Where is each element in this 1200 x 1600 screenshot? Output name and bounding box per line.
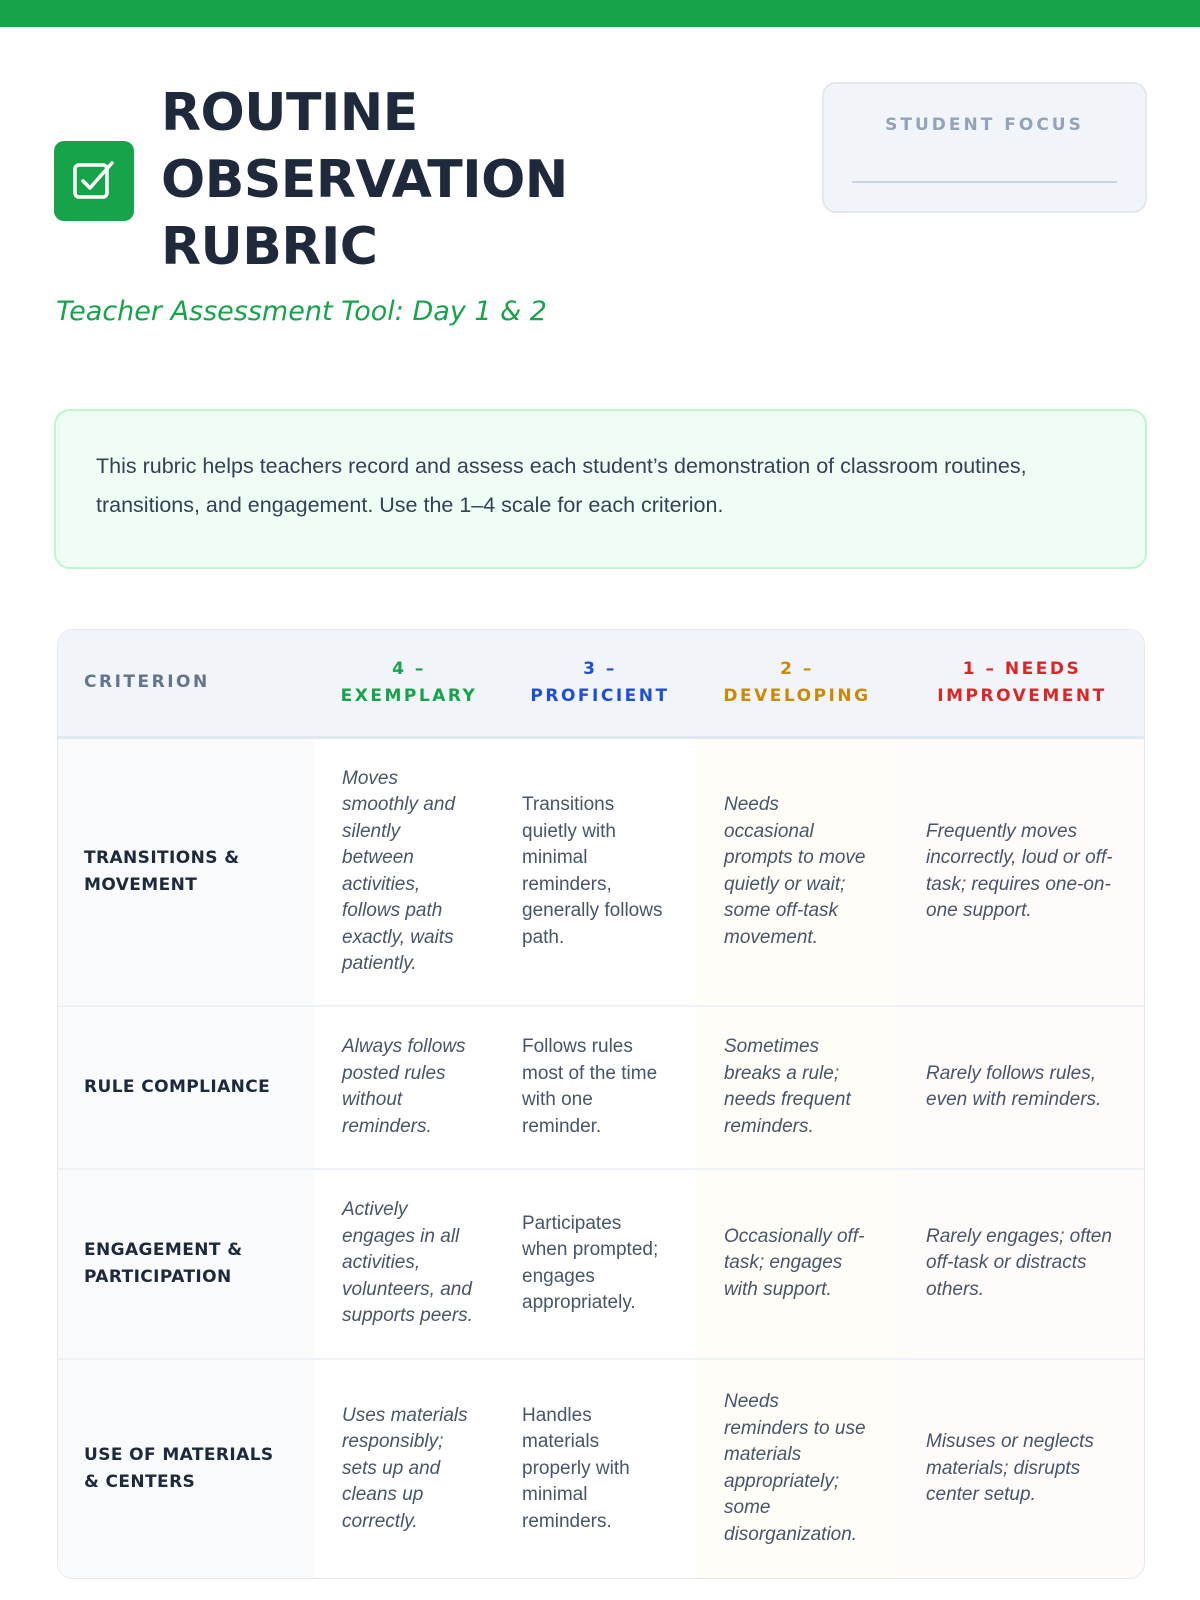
criterion-name: RULE COMPLIANCE bbox=[58, 1006, 314, 1169]
header-level-2: 2 – DEVELOPING bbox=[696, 630, 898, 737]
intro-text: This rubric helps teachers record and assess each student’s demonstration of classroom routines, transitions, and engagement. Use the 1–4 scale for each criterion. bbox=[96, 454, 1027, 517]
title-line: OBSERVATION bbox=[161, 150, 568, 210]
page-title bbox=[161, 80, 721, 281]
level-2-descriptor: Occasionally off-task; engages with support. bbox=[696, 1169, 898, 1359]
title-line: RUBRIC bbox=[161, 217, 378, 277]
checkbox-icon bbox=[54, 141, 134, 221]
criterion-name: USE OF MATERIALS & CENTERS bbox=[58, 1359, 314, 1578]
level-1-descriptor: Misuses or neglects materials; disrupts center setup. bbox=[898, 1359, 1145, 1578]
top-accent-bar bbox=[0, 0, 1200, 27]
rubric-header-row bbox=[58, 630, 1145, 737]
rubric-row bbox=[58, 1169, 1145, 1359]
header-level-4: 4 – EXEMPLARY bbox=[314, 630, 504, 737]
rubric-row bbox=[58, 737, 1145, 1006]
level-4-descriptor: Always follows posted rules without reminders. bbox=[314, 1006, 504, 1169]
student-focus-field[interactable] bbox=[852, 181, 1117, 183]
title-line: ROUTINE bbox=[161, 83, 418, 143]
student-focus-box bbox=[822, 82, 1147, 213]
level-4-descriptor: Actively engages in all activities, volunteers, and supports peers. bbox=[314, 1169, 504, 1359]
level-4-descriptor: Moves smoothly and silently between activities, follows path exactly, waits patiently. bbox=[314, 737, 504, 1006]
header-level-1: 1 – NEEDS IMPROVEMENT bbox=[898, 630, 1145, 737]
criterion-name: ENGAGEMENT & PARTICIPATION bbox=[58, 1169, 314, 1359]
intro-note bbox=[54, 409, 1147, 569]
header-criterion: CRITERION bbox=[58, 630, 314, 737]
header-level-3: 3 – PROFICIENT bbox=[504, 630, 696, 737]
level-4-descriptor: Uses materials responsibly; sets up and cleans up correctly. bbox=[314, 1359, 504, 1578]
level-2-descriptor: Sometimes breaks a rule; needs frequent reminders. bbox=[696, 1006, 898, 1169]
level-3-descriptor: Participates when prompted; engages appropriately. bbox=[504, 1169, 696, 1359]
level-1-descriptor: Frequently moves incorrectly, loud or off-task; requires one-on-one support. bbox=[898, 737, 1145, 1006]
level-1-descriptor: Rarely engages; often off-task or distracts others. bbox=[898, 1169, 1145, 1359]
criterion-name: TRANSITIONS & MOVEMENT bbox=[58, 737, 314, 1006]
student-focus-label: STUDENT FOCUS bbox=[885, 115, 1084, 135]
rubric-table-container bbox=[57, 629, 1145, 1579]
page-subtitle: Teacher Assessment Tool: Day 1 & 2 bbox=[56, 296, 547, 327]
rubric-row bbox=[58, 1359, 1145, 1578]
level-3-descriptor: Transitions quietly with minimal reminders, generally follows path. bbox=[504, 737, 696, 1006]
level-2-descriptor: Needs occasional prompts to move quietly or wait; some off-task movement. bbox=[696, 737, 898, 1006]
level-1-descriptor: Rarely follows rules, even with reminders. bbox=[898, 1006, 1145, 1169]
rubric-row bbox=[58, 1006, 1145, 1169]
level-3-descriptor: Follows rules most of the time with one reminder. bbox=[504, 1006, 696, 1169]
level-2-descriptor: Needs reminders to use materials appropriately; some disorganization. bbox=[696, 1359, 898, 1578]
level-3-descriptor: Handles materials properly with minimal reminders. bbox=[504, 1359, 696, 1578]
checkbox-icon-glyph bbox=[70, 157, 118, 205]
rubric-table bbox=[58, 630, 1145, 1578]
